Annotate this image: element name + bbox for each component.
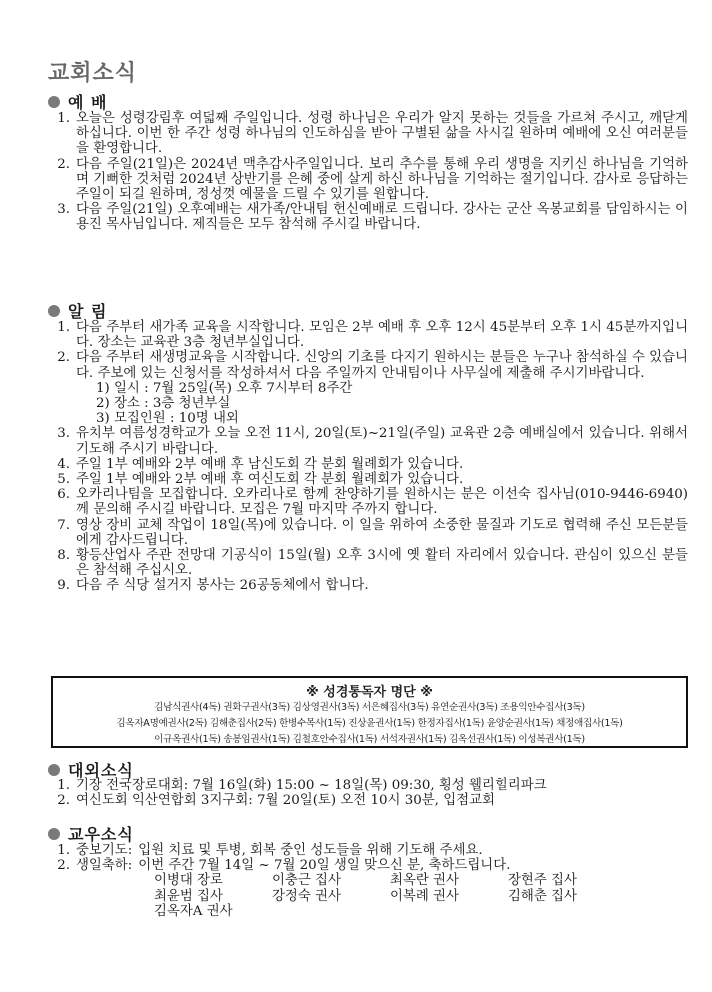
list-item: 7. 영상 장비 교체 작업이 18일(목)에 있습니다. 이 일을 위하여 소중한 물질과 기도로 협력해 주신 모든분들에게 감사드립니다. [57,517,688,548]
birthday-name: 장현주 집사 [508,873,577,889]
section-title: 예 배 [68,93,108,112]
list-item: 9. 다음 주 식당 설거지 봉사는 26공동체에서 합니다. [57,578,369,594]
birthday-name: 최옥란 권사 [390,873,459,889]
birthday-name: 강정숙 권사 [272,888,341,904]
list-item: 2. 여신도회 익산연합회 3지구회: 7월 20일(토) 오전 10시 30분, 입점교회 [57,793,495,809]
list-item-sub: 2) 장소 : 3층 청년부실 [96,396,231,412]
notices-list [48,320,688,594]
bullet-icon [48,96,60,108]
birthday-name: 이복례 권사 [390,888,459,904]
list-item: 1. 중보기도: 입원 치료 및 투병, 회복 중인 성도들을 위해 기도해 주세요. [48,843,688,858]
list-item: 5. 주일 1부 예배와 2부 예배 후 여신도회 각 분회 월례회가 있습니다. [57,472,464,488]
section-title: 교우소식 [68,825,134,844]
worship-list [48,111,688,233]
bible-readers-line: 김옥자A명예권사(2독) 김해춘집사(2독) 한병수목사(1독) 진상윤권사(1독) 한정자집사(1독) 윤양순권사(1독) 채정애집사(1독) [116,718,623,729]
bible-readers-title: ※ 성경통독자 명단 ※ [306,685,433,700]
birthday-name: 김옥자A 권사 [154,903,233,919]
list-item: 1. 오늘은 성령강림후 여덟째 주일입니다. 성령 하나님은 우리가 알지 못하는 것들을 가르쳐 주시고, 깨닫게 하십니다. 이번 한 주간 성령 하나님의 인도하심을 받아 구별된 삶을 사시길 원하며 예배에 오신 여러분들을 환영합니다. [57,111,688,157]
list-item-sub: 1) 일시 : 7월 25일(목) 오후 7시부터 8주간 [96,380,353,396]
section-title: 대외소식 [68,761,134,780]
prayer-text: 입원 치료 및 투병, 회복 중인 성도들을 위해 기도해 주세요. [138,843,483,858]
list-item: 1. 기장 전국장로대회: 7월 16일(화) 15:00 ~ 18일(목) 09:30, 횡성 웰리힐리파크 [57,778,547,793]
birthday-text: 이번 주간 7월 14일 ~ 7월 20일 생일 맞으신 분, 축하드립니다. [138,858,511,874]
birthday-names [154,873,688,919]
members-list [48,843,688,919]
list-item-sub: 3) 모집인원 : 10명 내외 [96,411,239,427]
list-item: 3. 다음 주일(21일) 오후예배는 새가족/안내팀 헌신예배로 드립니다. 강사는 군산 옥봉교회를 담임하시는 이용진 목사님입니다. 제직들은 모두 참석해 주시길 바랍니다. [57,202,688,233]
list-item: 1. 다음 주부터 새가족 교육을 시작합니다. 모임은 2부 예배 후 오후 12시 45분부터 오후 1시 45분까지입니다. 장소는 교육관 3층 청년부실입니다. [57,320,688,351]
external-list [48,778,688,808]
bible-readers-line: 김남식권사(4독) 권화구권사(3독) 김상영권사(3독) 서은혜집사(3독) 유연순권사(3독) 조용익안수집사(3독) [154,702,585,713]
birthday-name: 이충근 집사 [272,873,341,889]
section-notices-header [48,299,107,322]
birthday-name: 최윤범 집사 [154,888,223,904]
list-item: 2. 다음 주일(21일)은 2024년 맥추감사주일입니다. 보리 추수를 통해 우리 생명을 지키신 하나님을 기억하며 기뻐한 것처럼 2024년 상반기를 은혜 중에 살게 하신 하나님을 기억하는 절기입니다. 감사로 응답하는 주일이 되길 원하며, 정성껏 예물을 드릴 수 있기를 원합니다. [57,156,688,203]
list-item: 2. 생일축하: 이번 주간 7월 14일 ~ 7월 20일 생일 맞으신 분, 축하드립니다. [48,858,688,873]
list-item: 4. 주일 1부 예배와 2부 예배 후 남신도회 각 분회 월례회가 있습니다. [57,456,464,472]
bullet-icon [48,828,60,840]
page-title: 교회소식 [48,60,138,86]
bullet-icon [48,764,60,776]
list-item: 8. 황등산업사 주관 전망대 기공식이 15일(월) 오후 3시에 옛 활터 자리에서 있습니다. 관심이 있으신 분들은 참석해 주십시오. [57,548,688,579]
list-item: 2. 다음 주부터 새생명교육을 시작합니다. 신앙의 기초를 다지기 원하시는 분들은 누구나 참석하실 수 있습니다. 주보에 있는 신청서를 작성하셔서 다음 주일까지 안내팀이나 사무실에 제출해 주시기바랍니다. [57,350,688,381]
bible-readers-line: 이규옥권사(1독) 송봉임권사(1독) 김철호안수집사(1독) 서석자권사(1독) 김옥선권사(1독) 이성복권사(1독) [154,734,585,745]
bullet-icon [48,305,60,317]
list-item: 3. 유치부 여름성경학교가 오늘 오전 11시, 20일(토)~21일(주일) 교육관 2층 예배실에서 있습니다. 위해서 기도해 주시기 바랍니다. [57,426,688,457]
section-worship-header [48,90,107,113]
list-item: 6. 오카리나팀을 모집합니다. 오카리나로 함께 찬양하기를 원하시는 분은 이선숙 집사님(010-9446-6940)께 문의해 주시길 바랍니다. 모집은 7월 마지막 주까지 합니다. [57,487,688,518]
section-members-header [48,822,134,845]
bible-readers-box [51,676,688,748]
birthday-name: 이병대 장로 [154,873,223,889]
section-title: 알 림 [68,302,108,321]
birthday-name: 김해춘 집사 [508,888,577,904]
birthday-label: 생일축하: [76,858,133,874]
prayer-label: 중보기도: [76,843,133,858]
